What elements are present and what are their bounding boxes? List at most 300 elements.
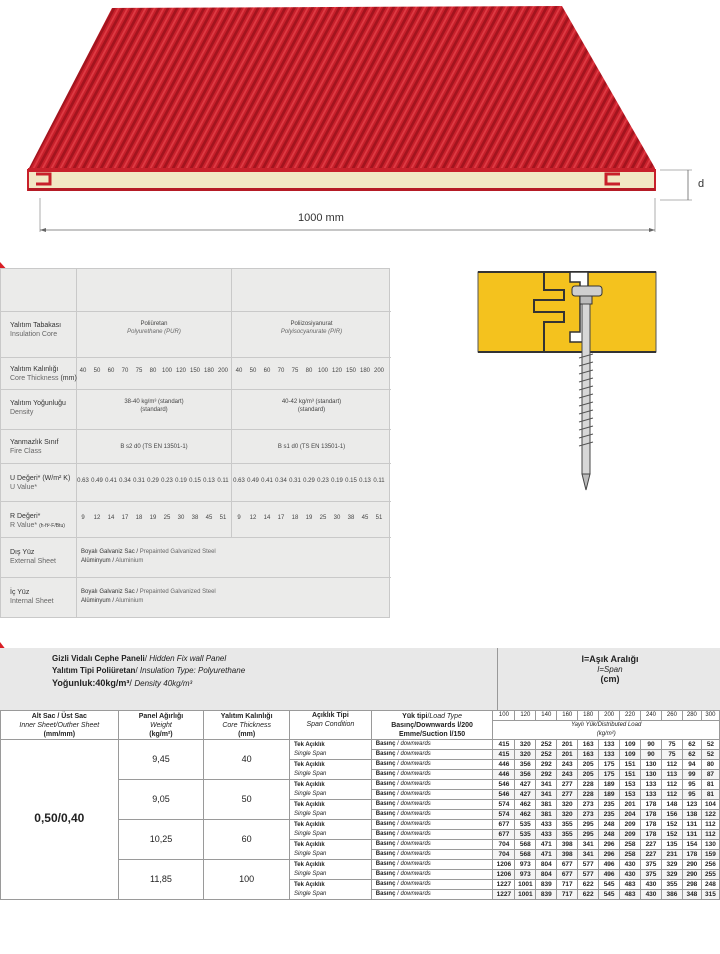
pir-u-value-4: 0.31 [289,478,301,484]
row-fire-class [1,429,391,463]
group-weight: 9,05 [118,780,204,820]
load-value: 292 [536,770,557,780]
pir-thickness-7: 120 [331,368,342,374]
pir-density: 40-42 kg/m³ (standart) (standard) [281,399,342,413]
load-value: 430 [620,860,641,870]
load-value: 545 [599,890,620,900]
load-value: 152 [661,830,682,840]
load-value: 462 [515,810,536,820]
load-table-density: Yoğunluk:40kg/m³/ Density 40kg/m³ [52,678,193,688]
load-value: 1206 [493,870,515,880]
pur-thickness-1: 50 [93,368,101,374]
pur-r-value-1: 12 [93,515,101,521]
load-value: 133 [641,780,662,790]
pir-u-value-0: 0.63 [233,478,245,484]
load-value: 109 [620,750,641,760]
span-title: l=Aşık Aralığı l=Span (cm) [581,654,639,684]
span-300: 300 [701,711,719,721]
pir-u-value-10: 0.11 [373,478,385,484]
pir-r-value-0: 9 [237,515,241,521]
load-value: 320 [557,800,578,810]
pir-r-value-6: 25 [319,515,327,521]
load-value: 130 [641,770,662,780]
load-value: 178 [641,800,662,810]
load-value: 228 [578,790,599,800]
load-value: 90 [641,750,662,760]
load-value: 329 [661,860,682,870]
load-value: 546 [493,780,515,790]
span-180: 180 [578,711,599,721]
load-value: 375 [641,870,662,880]
panel-top-face [28,6,655,170]
load-value: 398 [557,850,578,860]
load-value: 204 [620,810,641,820]
load-value: 341 [578,840,599,850]
load-type: Basınç / downwards [371,740,493,750]
pir-r-value-2: 14 [263,515,271,521]
pir-r-value-9: 45 [361,515,369,521]
load-type: Basınç / downwards [371,790,493,800]
pir-u-value-6: 0.23 [317,478,329,484]
load-value: 151 [620,770,641,780]
load-value: 296 [599,850,620,860]
span-260: 260 [661,711,682,721]
pur-fire-class: B s2 d0 (TS EN 13501-1) [120,444,188,450]
load-value: 329 [661,870,682,880]
pir-thickness-4: 75 [291,368,299,374]
pir-u-value-3: 0.34 [275,478,287,484]
label-fire-class: Yanmazlık Sınıf Fire Class [10,439,59,455]
load-value: 320 [515,750,536,760]
load-value: 704 [493,850,515,860]
load-value: 348 [682,890,701,900]
load-value: 496 [599,870,620,880]
load-value: 290 [682,860,701,870]
load-value: 1227 [493,880,515,890]
load-value: 248 [599,830,620,840]
load-value: 804 [536,860,557,870]
load-value: 496 [599,860,620,870]
load-value: 415 [493,740,515,750]
pur-u-value-4: 0.31 [133,478,145,484]
load-value: 205 [578,760,599,770]
pur-thickness-8: 150 [189,368,200,374]
span-100: 100 [493,711,515,721]
load-value: 163 [578,740,599,750]
load-value: 99 [682,770,701,780]
load-value: 804 [536,870,557,880]
load-value: 123 [682,800,701,810]
span-condition: Tek Açıklık Single Span [290,880,372,900]
load-value: 62 [682,740,701,750]
pur-u-value-3: 0.34 [119,478,131,484]
load-value: 320 [515,740,536,750]
load-value: 227 [641,850,662,860]
pir-name: Poliizosiyanurat Polyisocyanurate (PIR) [280,321,343,335]
pur-thickness-0: 40 [79,368,87,374]
load-value: 355 [557,820,578,830]
load-value: 315 [701,890,719,900]
external-sheet-materials: Boyalı Galvaniz Sac / Prepainted Galvanized Steel Alüminyum / Aluminium [81,549,216,564]
load-value: 133 [641,790,662,800]
load-type: Basınç / downwards [371,870,493,880]
load-value: 81 [701,780,719,790]
pur-u-value-1: 0.49 [91,478,103,484]
pur-r-value-0: 9 [81,515,85,521]
panel-illustration [0,0,720,250]
load-value: 133 [599,740,620,750]
pur-u-value-9: 0.13 [203,478,215,484]
label-r-value: R Değeri* R Value* (h·ft²·F/Btu) [10,513,65,529]
pur-r-value-8: 38 [191,515,199,521]
row-r-value [1,501,391,537]
pur-u-value-0: 0.63 [77,478,89,484]
load-value: 381 [536,810,557,820]
load-value: 154 [682,840,701,850]
load-value: 277 [557,780,578,790]
load-value: 355 [557,830,578,840]
load-value: 95 [682,780,701,790]
pir-r-value-8: 38 [347,515,355,521]
load-value: 112 [701,820,719,830]
joint-detail-drawing [474,262,660,498]
load-type: Basınç / downwards [371,760,493,770]
load-value: 104 [701,800,719,810]
pir-thickness-0: 40 [235,368,243,374]
load-value: 973 [515,870,536,880]
load-value: 133 [599,750,620,760]
load-value: 622 [578,890,599,900]
load-value: 483 [620,880,641,890]
load-value: 430 [641,880,662,890]
load-value: 163 [578,750,599,760]
load-value: 122 [701,810,719,820]
load-value: 292 [536,760,557,770]
load-value: 201 [557,740,578,750]
load-value: 973 [515,860,536,870]
width-label: 1000 mm [298,212,344,224]
load-value: 704 [493,840,515,850]
table-row [1,740,720,750]
load-type: Basınç / downwards [371,780,493,790]
load-value: 320 [557,810,578,820]
pir-u-value-8: 0.15 [345,478,357,484]
load-value: 415 [493,750,515,760]
col-thickness: Yalıtım Kalınlığı Core Thickness (mm) [204,711,290,740]
load-value: 471 [536,850,557,860]
load-value: 178 [641,820,662,830]
load-value: 151 [620,760,641,770]
span-condition: Tek Açıklık Single Span [290,740,372,760]
pir-fire-class: B s1 d0 (TS EN 13501-1) [277,444,346,450]
load-type: Basınç / downwards [371,840,493,850]
internal-sheet-materials: Boyalı Galvaniz Sac / Prepainted Galvanized Steel Alüminyum / Aluminium [81,589,216,604]
span-condition: Tek Açıklık Single Span [290,860,372,880]
load-value: 87 [701,770,719,780]
label-density: Yalıtım Yoğunluğu Density [10,400,66,416]
load-value: 130 [701,840,719,850]
joint-foam [478,272,656,352]
load-value: 277 [557,790,578,800]
load-value: 677 [493,820,515,830]
load-value: 381 [536,800,557,810]
load-value: 273 [578,810,599,820]
row-density [1,389,391,423]
pur-r-value-2: 14 [107,515,115,521]
group-weight: 10,25 [118,820,204,860]
pir-r-value-4: 18 [291,515,299,521]
load-value: 355 [661,880,682,890]
pir-r-value-5: 19 [305,515,313,521]
sheet-value: 0,50/0,40 [1,740,119,900]
load-value: 112 [661,790,682,800]
pir-u-value-1: 0.49 [247,478,259,484]
load-value: 341 [536,790,557,800]
group-weight: 11,85 [118,860,204,900]
load-value: 622 [578,880,599,890]
load-value: 375 [641,860,662,870]
row-u-value [1,463,391,501]
label-external-sheet: Dış Yüz External Sheet [10,549,56,565]
load-value: 80 [701,760,719,770]
load-value: 677 [557,860,578,870]
load-value: 201 [620,800,641,810]
load-value: 156 [661,810,682,820]
load-value: 209 [620,830,641,840]
load-value: 112 [661,780,682,790]
load-value: 677 [493,830,515,840]
group-thickness: 100 [204,860,290,900]
load-type: Basınç / downwards [371,880,493,890]
pir-r-value-10: 51 [375,515,383,521]
load-value: 290 [682,870,701,880]
load-value: 1001 [515,880,536,890]
pur-r-value-7: 30 [177,515,185,521]
load-value: 386 [661,890,682,900]
load-value: 462 [515,800,536,810]
load-value: 75 [661,750,682,760]
load-value: 62 [682,750,701,760]
load-value: 243 [557,770,578,780]
load-value: 135 [661,840,682,850]
span-condition: Tek Açıklık Single Span [290,840,372,860]
load-value: 256 [701,860,719,870]
thickness-label: d [698,178,705,190]
load-value: 52 [701,740,719,750]
load-type: Basınç / downwards [371,820,493,830]
load-type: Basınç / downwards [371,770,493,780]
load-value: 189 [599,790,620,800]
pir-u-value-2: 0.41 [261,478,273,484]
panel-foam-core [28,170,655,190]
load-value: 231 [661,850,682,860]
load-value: 178 [641,830,662,840]
load-value: 109 [620,740,641,750]
load-type: Basınç / downwards [371,860,493,870]
load-value: 471 [536,840,557,850]
load-value: 52 [701,750,719,760]
load-value: 178 [641,810,662,820]
load-value: 153 [620,790,641,800]
load-type: Basınç / downwards [371,800,493,810]
load-value: 112 [661,760,682,770]
col-span-condition: Açıklık Tipi Span Condition [290,711,372,740]
load-value: 430 [641,890,662,900]
load-type: Basınç / downwards [371,830,493,840]
load-value: 248 [701,880,719,890]
load-type: Basınç / downwards [371,850,493,860]
load-value: 839 [536,890,557,900]
load-value: 433 [536,820,557,830]
span-240: 240 [641,711,662,721]
load-value: 568 [515,840,536,850]
load-value: 175 [599,770,620,780]
pur-thickness-6: 100 [161,368,172,374]
col-weight: Panel Ağırlığı Weight (kg/m²) [118,711,204,740]
pur-u-value-10: 0.11 [217,478,229,484]
load-value: 258 [620,840,641,850]
pur-r-value-5: 19 [149,515,157,521]
pur-u-value-6: 0.23 [161,478,173,484]
load-value: 75 [661,740,682,750]
distributed-load-header: Yaylı Yük/Distributed Load (kg/m²) [493,721,720,740]
label-u-value: U Değeri* (W/m² K) U Value* [10,475,71,491]
load-value: 1206 [493,860,515,870]
pir-thickness-5: 80 [305,368,313,374]
load-value: 90 [641,740,662,750]
row-insulation-core [1,311,391,345]
load-value: 430 [620,870,641,880]
load-value: 131 [682,820,701,830]
pur-u-value-2: 0.41 [105,478,117,484]
load-value: 159 [701,850,719,860]
load-value: 296 [599,840,620,850]
load-value: 535 [515,830,536,840]
pir-r-value-1: 12 [249,515,257,521]
span-120: 120 [515,711,536,721]
load-value: 427 [515,780,536,790]
pur-u-value-7: 0.19 [175,478,187,484]
col-load-type: Yük tipi/Load Type Basınç/Downwards l/200 Emme/Suction l/150 [371,711,493,740]
pur-u-value-5: 0.29 [147,478,159,484]
load-value: 235 [599,810,620,820]
span-220: 220 [620,711,641,721]
label-insulation-core: Yalıtım Tabakası Insulation Core [10,322,62,338]
load-value: 130 [641,760,662,770]
load-value: 446 [493,770,515,780]
load-table [0,710,720,900]
load-value: 433 [536,830,557,840]
load-value: 205 [578,770,599,780]
span-condition: Tek Açıklık Single Span [290,820,372,840]
pur-thickness-5: 80 [149,368,157,374]
load-type: Basınç / downwards [371,890,493,900]
load-value: 427 [515,790,536,800]
load-value: 131 [682,830,701,840]
span-280: 280 [682,711,701,721]
load-value: 574 [493,800,515,810]
load-value: 113 [661,770,682,780]
pir-thickness-2: 60 [263,368,271,374]
load-value: 356 [515,770,536,780]
load-value: 148 [661,800,682,810]
load-value: 717 [557,890,578,900]
pur-thickness-2: 60 [107,368,115,374]
row-internal-sheet [1,577,391,617]
load-value: 243 [557,760,578,770]
load-value: 112 [701,830,719,840]
group-thickness: 40 [204,740,290,780]
load-value: 95 [682,790,701,800]
load-value: 252 [536,750,557,760]
spec-table [0,268,390,618]
pir-thickness-1: 50 [249,368,257,374]
load-value: 252 [536,740,557,750]
pir-thickness-3: 70 [277,368,285,374]
load-value: 255 [701,870,719,880]
span-condition: Tek Açıklık Single Span [290,780,372,800]
load-value: 535 [515,820,536,830]
group-weight: 9,45 [118,740,204,780]
load-value: 341 [536,780,557,790]
load-value: 201 [557,750,578,760]
pur-thickness-9: 180 [203,368,214,374]
row-core-thickness [1,357,391,389]
load-value: 138 [682,810,701,820]
load-value: 398 [557,840,578,850]
col-sheet: Alt Sac / Üst Sac Inner Sheet/Outher Sheet (mm/mm) [1,711,119,740]
pur-u-value-8: 0.15 [189,478,201,484]
pur-density: 38-40 kg/m³ (standart) (standard) [124,399,184,413]
pur-r-value-9: 45 [205,515,213,521]
load-value: 483 [620,890,641,900]
load-value: 577 [578,870,599,880]
pir-u-value-7: 0.19 [331,478,343,484]
pur-thickness-3: 70 [121,368,129,374]
load-value: 228 [578,780,599,790]
load-value: 81 [701,790,719,800]
load-value: 248 [599,820,620,830]
load-value: 273 [578,800,599,810]
pir-u-value-5: 0.29 [303,478,315,484]
load-value: 175 [599,760,620,770]
load-table-insulation: Yalıtım Tipi Poliüretan/ Insulation Type: Polyurethane [52,666,246,675]
span-condition: Tek Açıklık Single Span [290,800,372,820]
span-140: 140 [536,711,557,721]
load-value: 446 [493,760,515,770]
load-value: 568 [515,850,536,860]
pur-name: Poliüretan Polyurethane (PUR) [127,321,181,335]
pur-thickness-7: 120 [175,368,186,374]
load-value: 209 [620,820,641,830]
load-value: 227 [641,840,662,850]
load-value: 577 [578,860,599,870]
pur-thickness-4: 75 [135,368,143,374]
load-value: 94 [682,760,701,770]
pir-thickness-8: 150 [345,368,356,374]
pur-thickness-10: 200 [217,368,228,374]
load-value: 341 [578,850,599,860]
pir-thickness-10: 200 [373,368,384,374]
load-value: 545 [599,880,620,890]
span-200: 200 [599,711,620,721]
pir-thickness-6: 100 [317,368,328,374]
load-value: 546 [493,790,515,800]
load-value: 178 [682,850,701,860]
pir-r-value-7: 30 [333,515,341,521]
pur-r-value-6: 25 [163,515,171,521]
load-value: 677 [557,870,578,880]
